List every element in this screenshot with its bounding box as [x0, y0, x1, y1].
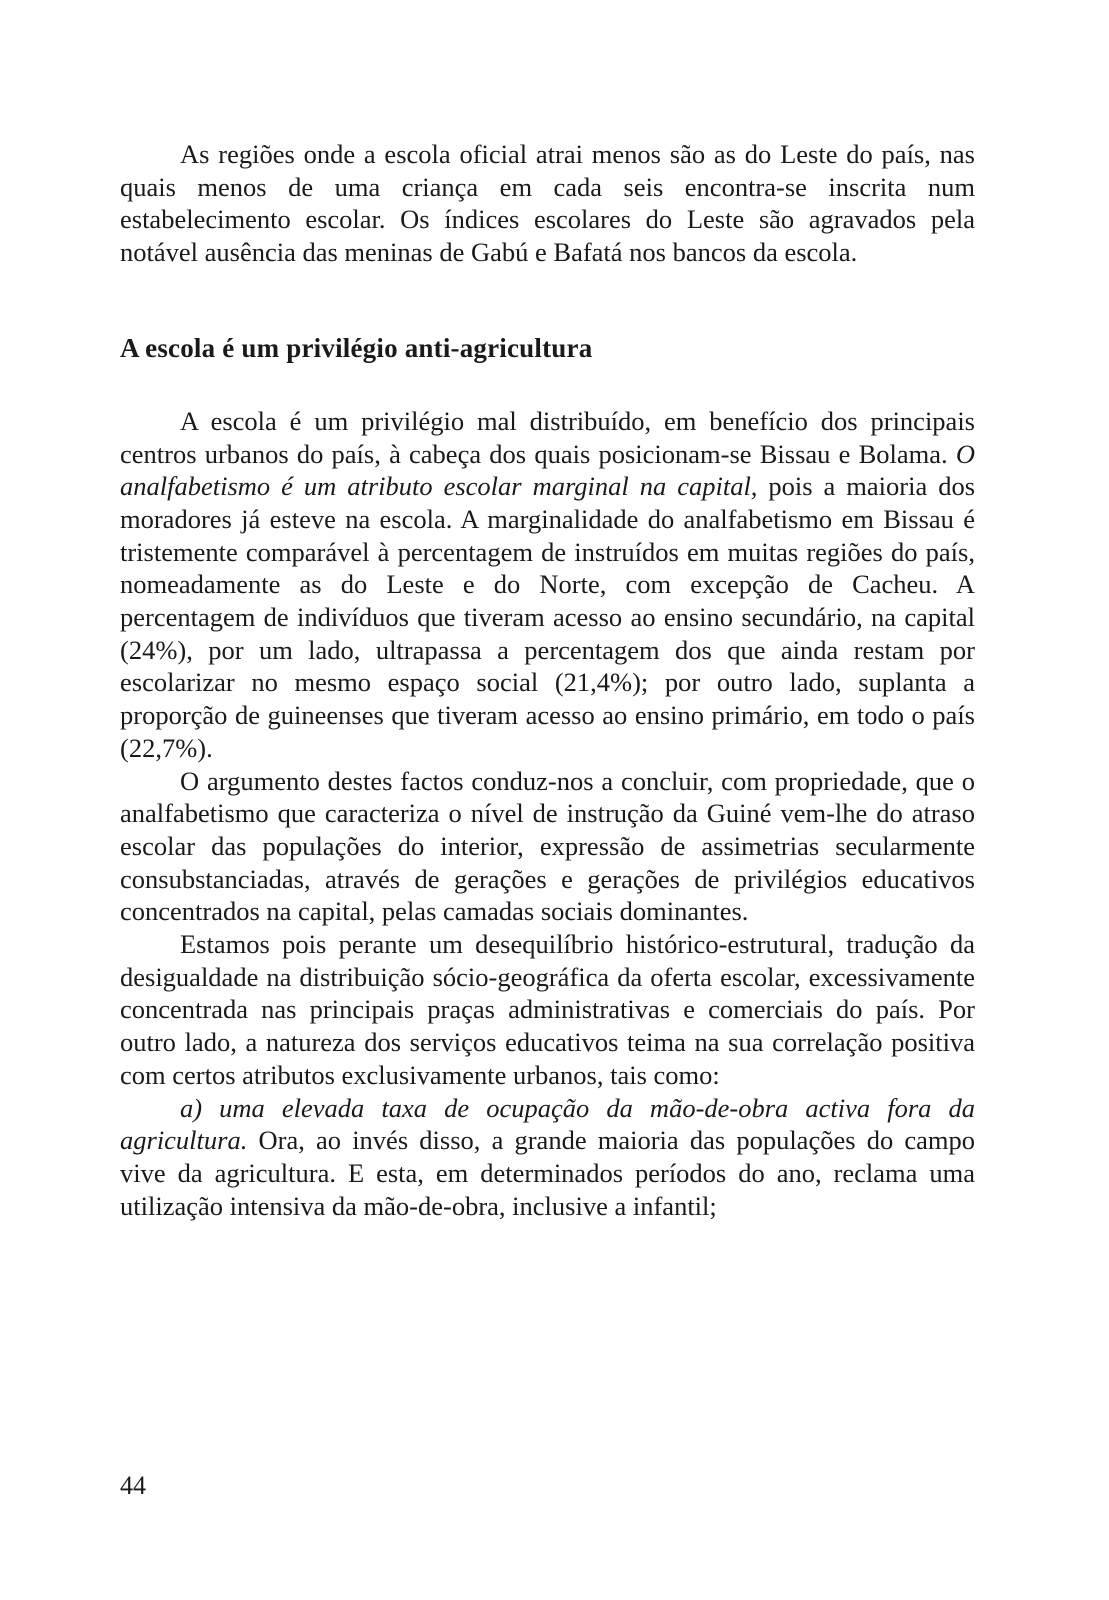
- paragraph-text: pois a maioria dos moradores já esteve na escola. A marginalidade do analfabetismo em Bissau é tristemente comparável à percentagem de instruídos em muitas regiões do país, nomeadamente as do Leste e do Norte, com excepção de Cacheu. A percentagem de indivíduos que tiveram acesso ao ensino secundário, na capital (24%), por um lado, ultrapassa a percentagem dos que ainda restam por escolarizar no mesmo espaço social (21,4%); por outro lado, suplanta a proporção de guineenses que tiveram acesso ao ensino primário, em todo o país (22,7%).: [120, 471, 976, 763]
- paragraph-school-privilege: [120, 405, 975, 765]
- italic-emphasis: O analfabetismo é um atributo escolar marginal na capital,: [120, 438, 975, 502]
- paragraph-text: A escola é um privilégio mal distribuído, em benefício dos principais centros urbanos do país, à cabeça dos quais posicionam-se Bissau e Bolama.: [120, 405, 975, 469]
- section-heading: A escola é um privilégio anti-agricultura: [120, 332, 593, 363]
- paragraph-imbalance: Estamos pois perante um desequilíbrio histórico-estrutural, tradução da desigualdade na distribuição sócio-geográfica da oferta escolar, excessivamente concentrada nas principais praças administrativas e comerciais do país. Por outro lado, a natureza dos serviços educativos teima na sua correlação positiva com certos atributos exclusivamente urbanos, tais como:: [120, 929, 975, 1090]
- list-item-a-italic: a) uma elevada taxa de ocupação da mão-de-obra activa fora da agricultura.: [120, 1092, 975, 1156]
- paragraph-argument: O argumento destes factos conduz-nos a concluir, com propriedade, que o analfabetismo que caracteriza o nível de instrução da Guiné vem-lhe do atraso escolar das populações do interior, expressão de assimetrias secularmente consubstanciadas, através de gerações e gerações de privilégios educativos concentrados na capital, pelas camadas sociais dominantes.: [120, 765, 975, 927]
- paragraph-list-item-a: [120, 1092, 975, 1223]
- paragraph-text: Ora, ao invés disso, a grande maioria das populações do campo vive da agricultura. E esta, em determinados períodos do ano, reclama uma utilização intensiva da mão-de-obra, inclusive a infantil;: [120, 1125, 975, 1221]
- page-body: [120, 138, 975, 1222]
- page-number: 44: [120, 1471, 146, 1500]
- intro-paragraph: As regiões onde a escola oficial atrai menos são as do Leste do país, nas quais menos de uma criança em cada seis encontra-se inscrita num estabelecimento escolar. Os índices escolares do Leste são agravados pela notável ausência das meninas de Gabú e Bafatá nos bancos da escola.: [120, 139, 975, 268]
